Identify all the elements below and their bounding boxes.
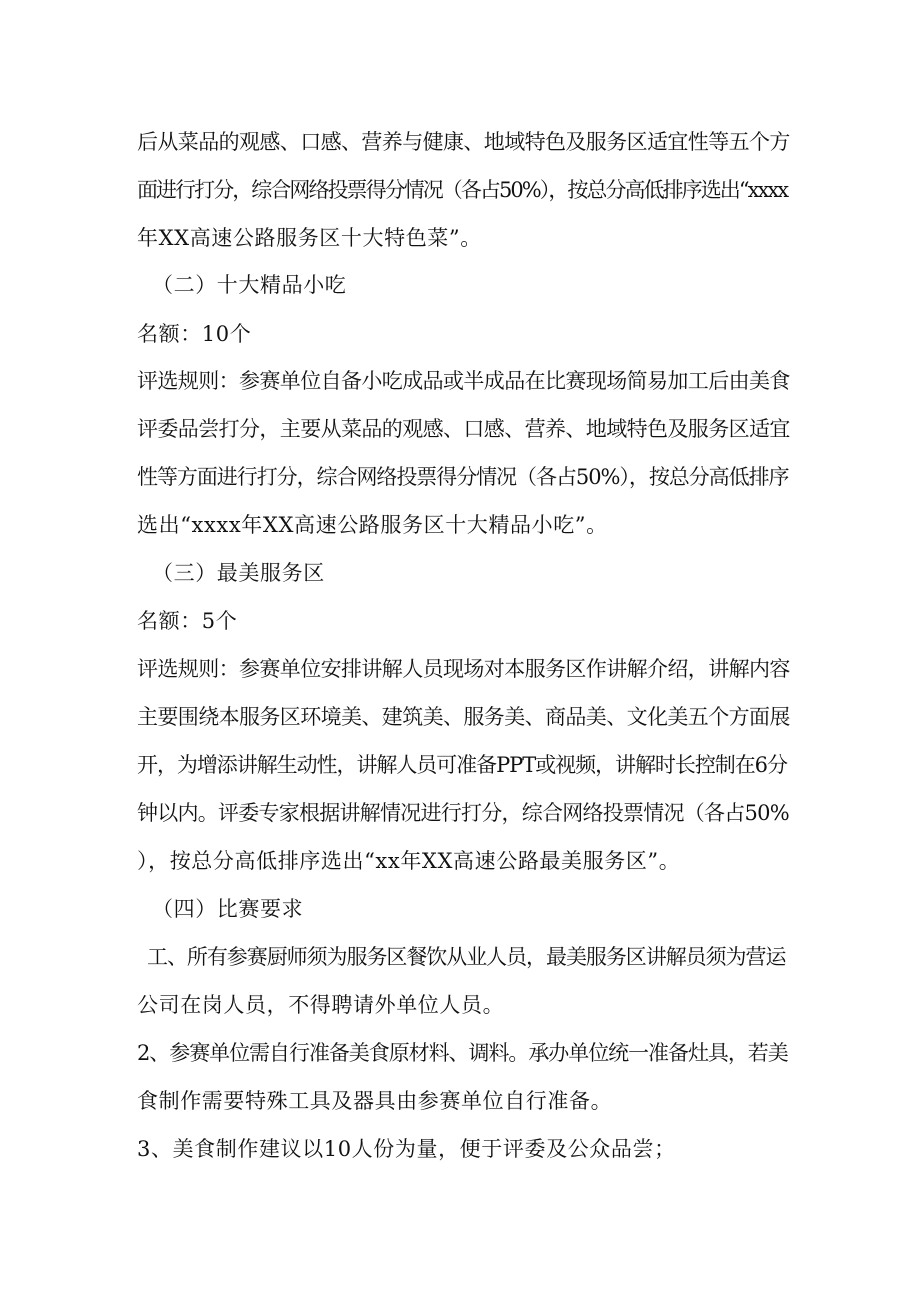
paragraph-line: 3、美食制作建议以10人份为量，便于评委及公众品尝； <box>137 1137 676 1161</box>
paragraph-line: 开，为增添讲解生动性，讲解人员可准备PPT或视频，讲解时长控制在6分 <box>137 753 787 777</box>
paragraph-line: 公司在岗人员，不得聘请外单位人员。 <box>137 993 505 1017</box>
paragraph-line: ），按总分高低排序选出“xx年XX高速公路最美服务区”。 <box>137 849 681 873</box>
quota-line: 名额：10个 <box>137 322 252 346</box>
paragraph-line: 2、参赛单位需自行准备美食原材料、调料。承办单位统一准备灶具，若美 <box>137 1041 788 1065</box>
paragraph-line: 面进行打分，综合网络投票得分情况（各占50%），按总分高低排序选出“xxxx <box>137 178 788 202</box>
section-heading: （四）比赛要求 <box>152 897 304 921</box>
paragraph-line: 食制作需要特殊工具及器具由参赛单位自行准备。 <box>137 1089 613 1113</box>
section-heading: （三）最美服务区 <box>152 561 325 585</box>
section-heading: （二）十大精品小吃 <box>152 273 347 297</box>
paragraph-line: 主要围绕本服务区环境美、建筑美、服务美、商品美、文化美五个方面展 <box>137 705 790 729</box>
paragraph-line: 选出“xxxx年XX高速公路服务区十大精品小吃”。 <box>137 513 608 537</box>
paragraph-line: 工、所有参赛厨师须为服务区餐饮从业人员，最美服务区讲解员须为营运 <box>147 945 786 969</box>
quota-line: 名额：5个 <box>137 609 238 633</box>
paragraph-line: 评委品尝打分，主要从菜品的观感、口感、营养、地域特色及服务区适宜 <box>137 417 790 441</box>
paragraph-line: 性等方面进行打分，综合网络投票得分情况（各占50%），按总分高低排序 <box>137 465 789 489</box>
paragraph-line: 评选规则：参赛单位自备小吃成品或半成品在比赛现场简易加工后由美食 <box>137 369 790 393</box>
paragraph-line: 年XX高速公路服务区十大特色菜”。 <box>137 226 482 250</box>
paragraph-line: 评选规则：参赛单位安排讲解人员现场对本服务区作讲解介绍，讲解内容 <box>137 657 790 681</box>
paragraph-line: 后从菜品的观感、口感、营养与健康、地域特色及服务区适宜性等五个方 <box>137 130 790 154</box>
paragraph-line: 钟以内。评委专家根据讲解情况进行打分，综合网络投票情况（各占50% <box>137 801 789 825</box>
